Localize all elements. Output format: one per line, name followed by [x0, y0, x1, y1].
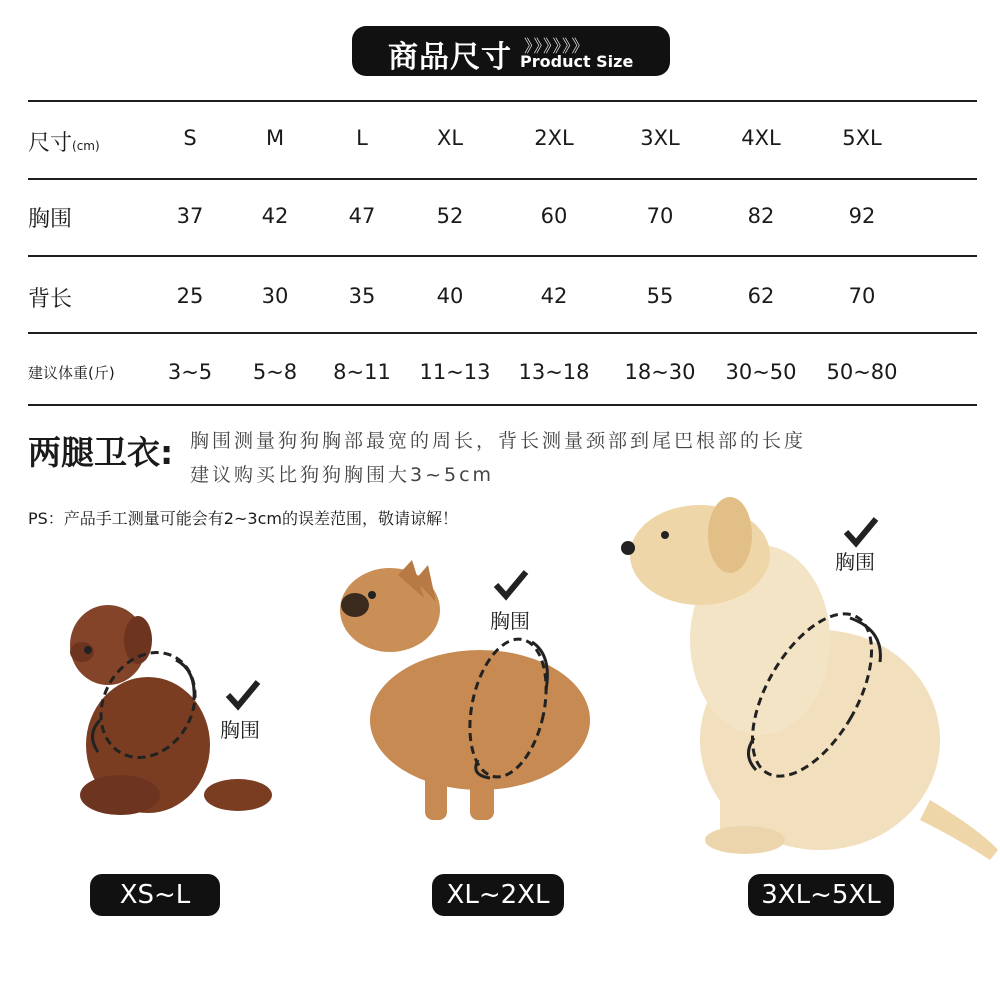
size-cell: 2XL — [534, 126, 574, 150]
back-cell: 42 — [540, 284, 568, 308]
size-cell: L — [356, 126, 368, 150]
title-en: Product Size — [520, 52, 634, 71]
notes-title: 两腿卫衣: — [28, 433, 174, 472]
retriever-image — [621, 497, 998, 860]
recommend-note: 建议购买比狗狗胸围大3~5cm — [190, 464, 495, 486]
chest-cell: 92 — [848, 204, 876, 228]
ps-note: PS：产品手工测量可能会有2~3cm的误差范围，敬请谅解！ — [28, 509, 458, 528]
weight-cell: 18~30 — [624, 360, 696, 384]
size-cell: M — [265, 126, 285, 150]
bulldog-chest-label: 胸围 — [490, 609, 530, 633]
size-row-label: 尺寸(cm) — [28, 131, 100, 156]
title-arrows: 》》》》》》 — [524, 37, 590, 57]
title-cn: 商品尺寸 — [388, 40, 512, 75]
chest-cell: 60 — [540, 204, 568, 228]
measure-note: 胸围测量狗狗胸部最宽的周长，背长测量颈部到尾巴根部的长度 — [190, 430, 807, 452]
size-cell: 3XL — [640, 126, 680, 150]
back-cell: 25 — [176, 284, 204, 308]
weight-cell: 8~11 — [333, 360, 391, 384]
chest-cell: 82 — [747, 204, 775, 228]
poodle-image — [70, 605, 272, 815]
size-cell: XL — [436, 126, 464, 150]
retriever-chest-label: 胸围 — [835, 550, 875, 574]
back-cell: 35 — [348, 284, 376, 308]
size-cell: 4XL — [741, 126, 781, 150]
chest-cell: 70 — [646, 204, 674, 228]
chest-cell: 52 — [436, 204, 464, 228]
back-cell: 55 — [646, 284, 674, 308]
weight-cell: 5~8 — [252, 360, 298, 384]
size-unit: (cm) — [72, 139, 100, 153]
weight-cell: 13~18 — [518, 360, 590, 384]
back-cell: 40 — [436, 284, 464, 308]
chest-row-label: 胸围 — [28, 207, 73, 232]
back-cell: 70 — [848, 284, 876, 308]
weight-cell: 3~5 — [167, 360, 213, 384]
chest-cell: 37 — [176, 204, 204, 228]
poodle-chest-label: 胸围 — [220, 718, 260, 742]
weight-row-label: 建议体重(斤) — [28, 364, 115, 382]
back-cell: 30 — [261, 284, 289, 308]
size-cell: 5XL — [842, 126, 882, 150]
weight-cell: 50~80 — [826, 360, 898, 384]
size-range-badge: 3XL~5XL — [748, 874, 894, 916]
weight-cell: 11~13 — [419, 360, 491, 384]
back-cell: 62 — [747, 284, 775, 308]
bulldog-image — [340, 560, 590, 820]
back-row-label: 背长 — [28, 287, 73, 312]
size-range-badge: XS~L — [90, 874, 220, 916]
chest-cell: 47 — [348, 204, 376, 228]
size-range-badge: XL~2XL — [432, 874, 564, 916]
chest-cell: 42 — [261, 204, 289, 228]
size-cell: S — [183, 126, 197, 150]
weight-cell: 30~50 — [725, 360, 797, 384]
